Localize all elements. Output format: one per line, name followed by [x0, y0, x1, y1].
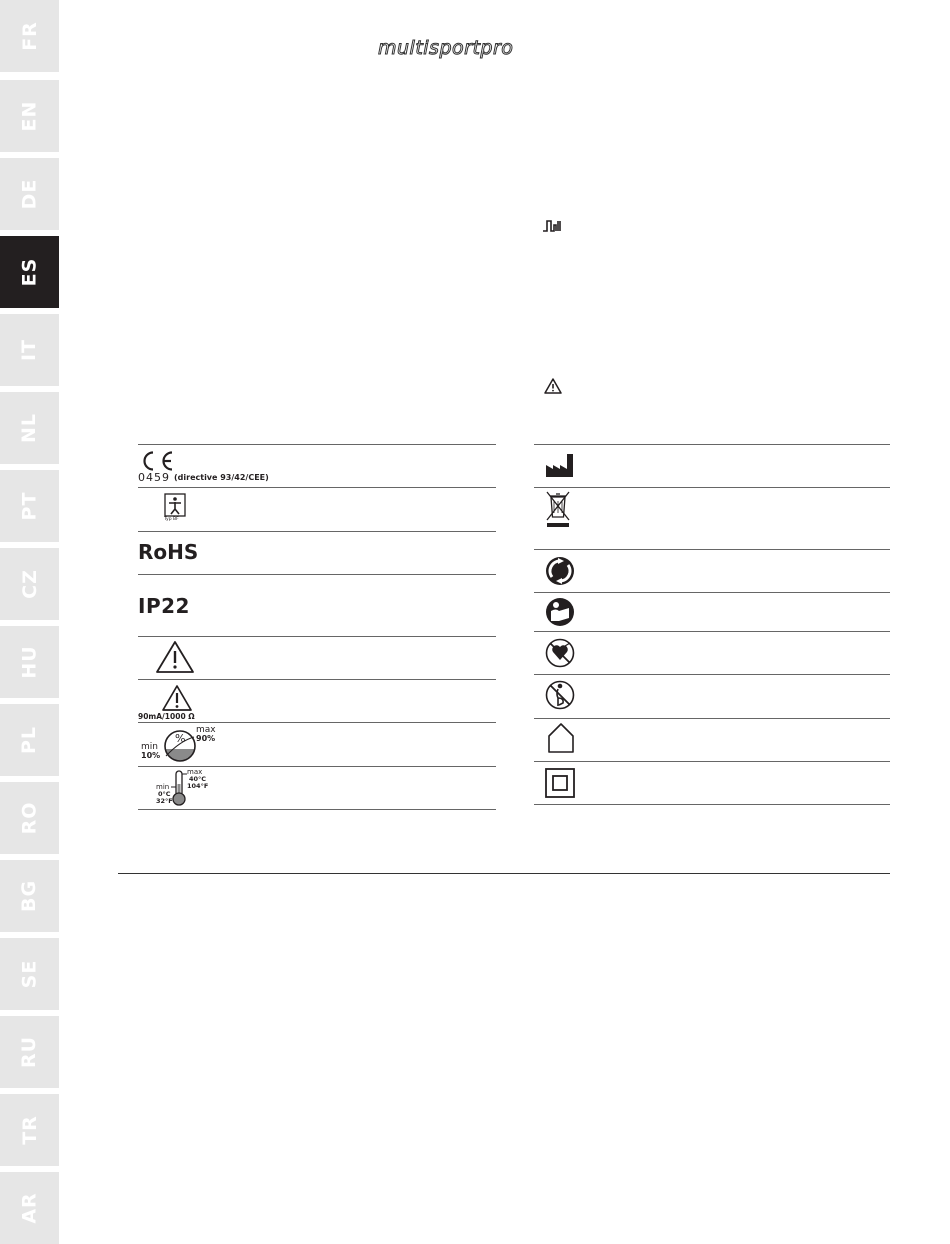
tab-label: CZ [18, 569, 41, 599]
tab-label: PL [18, 725, 41, 755]
bf-label: Typ BF [164, 517, 179, 522]
humidity-percent: % [175, 732, 186, 745]
table-rule [138, 636, 496, 637]
tab-it[interactable] [0, 314, 59, 386]
tab-ar[interactable] [0, 1172, 59, 1244]
class-ii-insulation-icon [545, 768, 575, 798]
tab-cz[interactable] [0, 548, 59, 620]
tab-bg[interactable] [0, 860, 59, 932]
table-rule [138, 766, 496, 767]
brand-logo: multisportpro [378, 37, 514, 59]
tab-label: BG [18, 879, 41, 913]
humidity-max-label: max [196, 725, 216, 735]
tab-label: FR [18, 21, 41, 51]
tab-ru[interactable] [0, 1016, 59, 1088]
tab-label: SE [18, 959, 41, 989]
manufacturer-icon [545, 452, 575, 478]
table-rule [138, 809, 496, 810]
temp-min-f: 32°F [156, 797, 173, 805]
ce-directive: (directive 93/42/CEE) [174, 473, 269, 482]
tab-ro[interactable] [0, 782, 59, 854]
temp-min-c: 0°C [158, 790, 171, 798]
tab-label: RO [18, 801, 41, 835]
type-bf-symbol [162, 493, 188, 525]
recycling-icon [545, 556, 575, 586]
tab-tr[interactable] [0, 1094, 59, 1166]
tab-label: DE [18, 178, 41, 210]
tab-label: PT [18, 491, 41, 521]
tab-nl[interactable] [0, 392, 59, 464]
tab-pt[interactable] [0, 470, 59, 542]
temp-max-f: 104°F [187, 782, 209, 790]
ce-number: 0459 [138, 471, 170, 484]
tab-es[interactable] [0, 236, 59, 308]
warning-icon [155, 640, 195, 674]
table-rule [534, 674, 890, 675]
tab-label: AR [18, 1192, 41, 1224]
table-rule [138, 531, 496, 532]
table-rule [534, 487, 890, 488]
humidity-max: 90% [196, 734, 216, 743]
temperature-limits-symbol [138, 769, 218, 809]
tab-fr[interactable] [0, 0, 59, 72]
pulse-waveform-icon [542, 218, 564, 238]
current-warning-symbol [138, 684, 218, 722]
ip-rating-mark: IP22 [138, 594, 190, 618]
ce-mark-symbol [138, 450, 298, 485]
table-rule [138, 444, 496, 445]
tab-label: NL [18, 412, 41, 444]
no-pacemaker-icon [545, 637, 575, 669]
table-rule [534, 761, 890, 762]
table-rule [534, 444, 890, 445]
table-rule [138, 487, 496, 488]
current-warning-label: 90mA/1000 Ω [138, 712, 195, 721]
table-rule [534, 549, 890, 550]
tab-hu[interactable] [0, 626, 59, 698]
tab-en[interactable] [0, 80, 59, 152]
table-rule [534, 718, 890, 719]
tab-label: IT [18, 338, 41, 362]
tab-label: HU [18, 645, 41, 679]
tab-label: RU [18, 1035, 41, 1069]
tab-label: TR [18, 1115, 41, 1145]
weee-bin-icon [545, 491, 571, 529]
tab-label: ES [18, 257, 41, 287]
rohs-mark: RoHS [138, 540, 199, 564]
temp-min-label: min [156, 783, 170, 791]
language-tabs [0, 0, 59, 1242]
tab-se[interactable] [0, 938, 59, 1010]
tab-label: EN [18, 100, 41, 132]
humidity-min: 10% [141, 751, 161, 760]
humidity-limits-symbol [138, 726, 218, 764]
humidity-min-label: min [141, 742, 158, 752]
table-rule [138, 574, 496, 575]
temp-max-c: 40°C [189, 775, 207, 783]
table-rule [138, 679, 496, 680]
table-rule [138, 722, 496, 723]
read-manual-icon [545, 597, 575, 627]
table-rule [534, 804, 890, 805]
page-divider [118, 873, 890, 874]
tab-de[interactable] [0, 158, 59, 230]
tab-pl[interactable] [0, 704, 59, 776]
temp-max-label: max [187, 768, 203, 776]
warning-small-icon [544, 378, 562, 398]
table-rule [534, 631, 890, 632]
no-pregnancy-icon [545, 679, 575, 711]
indoor-use-icon [547, 722, 575, 754]
table-rule [534, 592, 890, 593]
